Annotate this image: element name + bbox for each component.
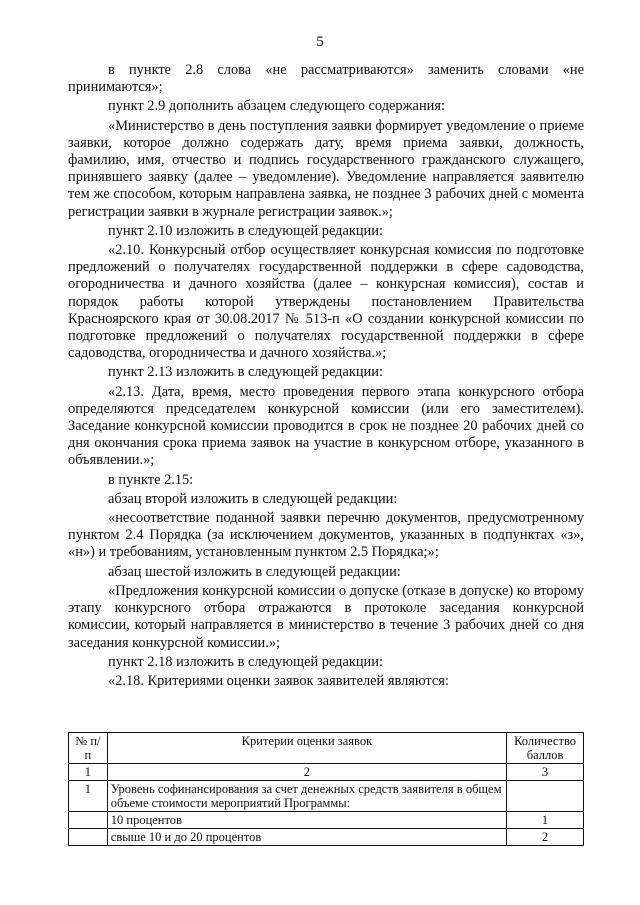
paragraph: абзац второй изложить в следующей редакции: [108,490,398,507]
row-num [69,812,108,829]
row-num [69,829,108,846]
table-header-row [69,733,584,764]
paragraph: «2.10. Конкурсный отбор осуществляет конкурсная комиссия по подготовке предложений о получателях государственной поддержки в сфере садоводства, огородничества и дачного хозяйства (далее – конкурсная комиссия), состав и порядок работы которой утверждены постановлением Правительства Красноярского края от 30.08.2017 № 513-п «О создании конкурсной комиссии по подготовке предложений о получателях государственной поддержки в сфере садоводства, огородничества и дачного хозяйства.»; [68,242,584,362]
paragraph: пункт 2.10 изложить в следующей редакции: [108,222,383,239]
paragraph: «2.18. Критериями оценки заявок заявителей являются: [108,672,449,689]
row-score: 2 [507,829,584,846]
paragraph: «несоответствие поданной заявки перечню документов, предусмотренному пунктом 2.4 Порядка (за исключением документов, указанных в подпунктах «з», «н») и требованиям, установленным пунктом 2.5 Порядка;»; [68,510,584,561]
document-body [68,62,584,692]
paragraph: «2.13. Дата, время, место проведения первого этапа конкурсного отбора определяются председателем конкурсной комиссии (или его заместителем). Заседание конкурсной комиссии проводится в срок не позднее 20 рабочих дней со дня окончания срока приема заявок на участие в конкурсном отборе, указанного в объявлении.»; [68,383,584,469]
paragraph: «Предложения конкурсной комиссии о допуске (отказе в допуске) ко второму этапу конкурсного отбора отражаются в протоколе заседания конкурсной комиссии, который направляется в министерство в течение 3 рабочих дней со дня заседания конкурсной комиссии.»; [68,582,584,651]
index-num: 1 [69,764,108,781]
paragraph: пункт 2.13 изложить в следующей редакции: [108,364,383,381]
table-row [69,812,584,829]
paragraph: в пункте 2.15: [108,471,194,488]
paragraph: пункт 2.9 дополнить абзацем следующего содержания: [108,98,445,115]
header-num: № п/п [69,733,108,764]
group-num: 1 [69,781,108,812]
table-group-row [69,781,584,812]
index-criteria: 2 [107,764,506,781]
criteria-table [68,732,584,846]
paragraph: абзац шестой изложить в следующей редакции: [108,563,401,580]
paragraph: в пункте 2.8 слова «не рассматриваются» заменить словами «не принимаются»; [68,62,584,96]
table-row [69,829,584,846]
page-number: 5 [316,34,324,50]
row-criteria: свыше 10 и до 20 процентов [107,829,506,846]
index-score: 3 [507,764,584,781]
row-score: 1 [507,812,584,829]
group-score [507,781,584,812]
paragraph: пункт 2.18 изложить в следующей редакции: [108,653,383,670]
header-criteria: Критерии оценки заявок [107,733,506,764]
row-criteria: 10 процентов [107,812,506,829]
table-index-row [69,764,584,781]
group-criteria: Уровень софинансирования за счет денежных средств заявителя в общем объеме стоимости мероприятий Программы: [107,781,506,812]
header-score: Количество баллов [507,733,584,764]
paragraph: «Министерство в день поступления заявки формирует уведомление о приеме заявки, которое должно содержать дату, время приема заявки, должность, фамилию, имя, отчество и подпись государственного гражданского служащего, принявшего заявку (далее – уведомление). Уведомление направляется заявителю тем же способом, которым направлена заявка, не позднее 3 рабочих дней с момента регистрации заявки в журнале регистрации заявок.»; [68,117,584,220]
